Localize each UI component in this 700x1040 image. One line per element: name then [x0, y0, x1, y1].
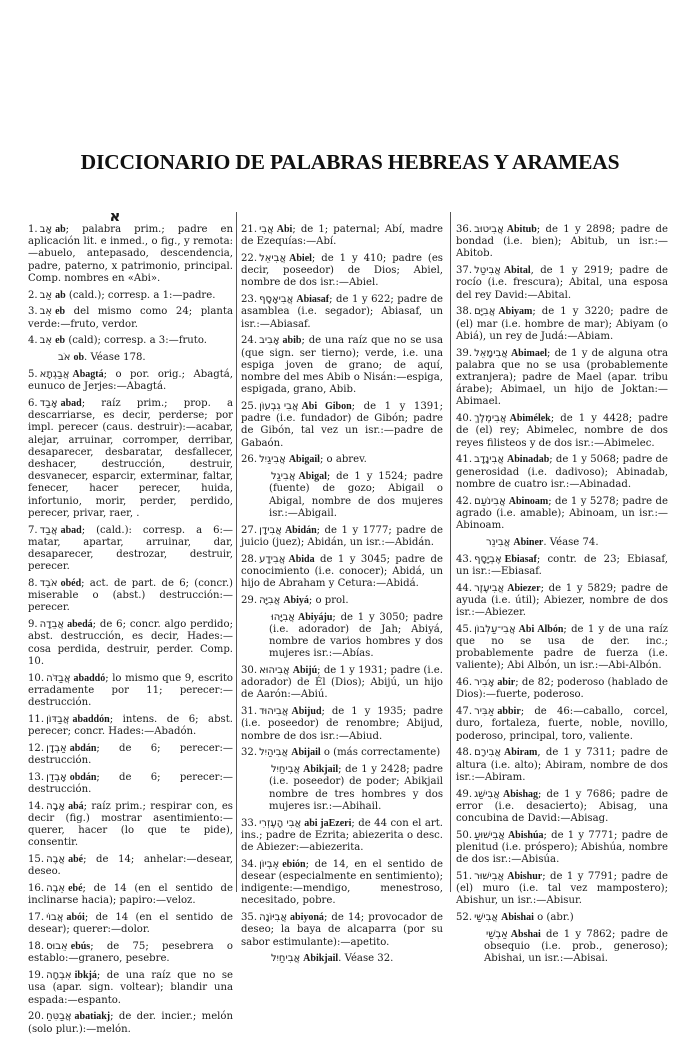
dictionary-entry	[28, 854, 233, 878]
entry-headword: Abijud	[291, 706, 322, 718]
entry-definition: ; de 1 y 1391; padre (i.e. fundador) de Gibón; padre de Gibón, tal vez un isr.:—padre de Gabaón.	[241, 401, 443, 449]
dictionary-entry	[241, 859, 443, 908]
dictionary-entry	[28, 224, 233, 285]
hebrew-word: אָבָה	[46, 800, 66, 812]
entry-definition: ; de 82; poderoso (hablado de Dios):—fuerte, poderoso.	[456, 677, 668, 701]
hebrew-word: אֲבוֹי	[46, 912, 64, 924]
section-letter-aleph: א	[109, 207, 121, 225]
entry-number: 17.	[28, 912, 45, 924]
entry-number: 21.	[241, 224, 258, 235]
entry-headword: Abikjail	[303, 764, 339, 776]
dictionary-entry	[456, 265, 668, 302]
hebrew-word: אֲבַדֹּה	[46, 672, 71, 684]
hebrew-word: אֲבַגְתָא	[39, 369, 70, 380]
entry-number: 14.	[28, 800, 45, 812]
entry-definition: ; de 1 y 410; padre (es decir, poseedor) de Dios; Abiel, nombre de dos isr.:—Abiel.	[241, 253, 443, 289]
dictionary-entry	[456, 789, 668, 826]
entry-headword: Abiel	[289, 253, 312, 264]
dictionary-entry	[28, 398, 233, 520]
entry-headword: ebé	[68, 883, 83, 895]
entry-headword: ab	[55, 224, 66, 235]
entry-number: 29.	[241, 594, 258, 606]
entry-number: 5.	[28, 369, 38, 380]
hebrew-word: אַבְדָן	[46, 742, 67, 754]
entry-headword: Abishai	[501, 912, 534, 924]
entry-headword: Abiyam	[498, 306, 533, 318]
hebrew-word: אָבִיב	[259, 335, 280, 347]
hebrew-word: אֵב	[39, 335, 53, 347]
entry-number: 47.	[456, 706, 473, 718]
entry-headword: ibkjá	[74, 970, 97, 982]
dictionary-entry	[456, 537, 668, 549]
entry-number: 31.	[241, 706, 258, 718]
dictionary-entry	[456, 871, 668, 908]
hebrew-word: אֲבִי הָעֶזְרִי	[259, 817, 302, 829]
entry-number: 2.	[28, 289, 38, 301]
entry-definition: ; de 1 y 3220; padre de (el) mar (i.e. hombre de mar); Abiyam (o Abiá), un rey de Judá:—Abiam.	[456, 306, 668, 342]
hebrew-word: אֲבִימֶלֶךְ	[474, 413, 507, 425]
entry-headword: Abishur	[507, 871, 543, 883]
hebrew-word: אַבִּיר	[474, 706, 495, 718]
entry-definition: . Véase 74.	[543, 536, 599, 548]
entry-headword: Abijú	[292, 665, 318, 677]
entry-number: 11.	[28, 713, 45, 725]
entry-headword: Abiner	[513, 536, 544, 548]
hebrew-word: אֲבִיהוּד	[259, 706, 289, 718]
entry-definition: de 1 y 7862; padre de obsequio (i.e. prob., generoso); Abishai, un isr.:—Abisai.	[484, 929, 668, 965]
entry-headword: abib	[282, 335, 302, 347]
entry-definition: o (abr.)	[533, 912, 574, 924]
entry-number: 49.	[456, 788, 473, 800]
hebrew-word: אֲבֵדָה	[39, 619, 65, 631]
entry-headword: ob	[73, 352, 85, 364]
entry-definition: ; de una raíz que no se usa (apar. sign. voltear); blandir una espada:—espanto.	[28, 970, 233, 1006]
entry-headword: Abikjail	[303, 953, 339, 965]
hebrew-word: אֲבַדּוֹן	[46, 713, 70, 725]
hebrew-word: אֲבִיטַל	[474, 265, 501, 277]
entry-headword: Abijail	[291, 747, 321, 759]
dictionary-entry	[241, 612, 443, 661]
entry-headword: Abigal	[298, 471, 327, 483]
hebrew-word: אֲבִישׁוּר	[474, 871, 505, 883]
hebrew-word: אֲבֶה	[46, 854, 66, 866]
hebrew-word: אֲבִיָּהוּ	[271, 611, 295, 623]
entry-headword: Ebiasaf	[504, 553, 537, 565]
entry-definition: ; de 1 y 7791; padre de (el) muro (i.e. tal vez mampostero); Abishur, un isr.:—Abisur.	[456, 871, 668, 907]
hebrew-word: אֲבִימָאֵל	[474, 347, 508, 359]
entry-definition: del mismo como 24; planta verde:—fruto, verdor.	[28, 306, 233, 330]
dictionary-entry	[456, 929, 668, 966]
entry-headword: obdán	[69, 771, 97, 783]
dictionary-entry	[28, 352, 233, 364]
entry-headword: abaddón	[72, 713, 110, 725]
entry-definition: ; de 1 y 1935; padre (i.e. poseedor) de renombre; Abijud, nombre de dos isr.:—Abiud.	[241, 706, 443, 742]
hebrew-word: אֲבִי־עַלְבוֹן	[474, 623, 516, 635]
entry-headword: Abimélek	[509, 413, 551, 425]
column-divider	[450, 212, 451, 892]
entry-headword: Abi Albón	[518, 623, 564, 635]
entry-headword: Abinadab	[507, 454, 550, 466]
dictionary-entry	[28, 714, 233, 738]
dictionary-entry	[456, 306, 668, 343]
entry-headword: Abiram	[504, 747, 538, 759]
entry-headword: Abitub	[506, 224, 537, 235]
hebrew-word: אֹב	[58, 352, 71, 364]
entry-number: 4.	[28, 335, 38, 347]
hebrew-word: אֲבִיגַיִל	[259, 454, 286, 466]
entry-headword: eb	[55, 335, 66, 347]
dictionary-entry	[241, 224, 443, 248]
dictionary-entry	[241, 764, 443, 813]
entry-definition: ; de 6; perecer:—destrucción.	[28, 742, 233, 767]
dictionary-entry	[241, 335, 443, 396]
dictionary-entry	[28, 1011, 233, 1035]
entry-headword: Abinoam	[508, 495, 549, 507]
entry-number: 19.	[28, 970, 45, 982]
entry-definition: ; de 1 y 622; padre de asamblea (i.e. segador); Abiasaf, un isr.:—Abiasaf.	[241, 294, 443, 330]
entry-number: 22.	[241, 253, 258, 264]
hebrew-word: אֲבִינָדָב	[474, 454, 505, 466]
dictionary-entry	[456, 624, 668, 673]
hebrew-word: אֲבַד	[39, 524, 58, 536]
entry-headword: eb	[55, 306, 66, 318]
dictionary-entry	[241, 706, 443, 743]
entry-definition: ; de 6; concr. algo perdido; abst. destrucción, es decir, Hades:—cosa perdida, destruir, perder. Comp. 10.	[28, 619, 233, 667]
entry-headword: Abigail	[288, 454, 320, 466]
entry-number: 3.	[28, 306, 38, 318]
entry-headword: abé	[68, 854, 84, 866]
entry-definition: (cald.); corresp. a 1:—padre.	[65, 289, 216, 301]
dictionary-entry	[28, 335, 233, 347]
entry-headword: abad	[60, 398, 82, 409]
hebrew-word: אֲבִינֹעַם	[474, 495, 506, 507]
hebrew-word: אֵב	[39, 306, 53, 318]
hebrew-word: אֲבִיגַל	[271, 471, 296, 483]
dictionary-entry	[241, 595, 443, 607]
entry-number: 6.	[28, 398, 38, 409]
entry-definition: ; de 46:—caballo, corcel, duro, fortaleza, fuerte, noble, novillo, poderoso, principal, toro, valiente.	[456, 706, 668, 742]
hebrew-word: אִבְחָה	[46, 970, 72, 982]
entry-definition: ; de 1 y 4428; padre de (el) rey; Abimelec, nombre de dos reyes filisteos y de dos isr.:—Abimelec.	[456, 413, 668, 449]
dictionary-entry	[456, 496, 668, 533]
entry-definition: ; de 44 con el art. ins.; padre de Ezrita; abiezerita o desc. de Abiezer:—abiezerita.	[241, 817, 443, 854]
dictionary-entry	[241, 525, 443, 549]
entry-definition: de 1 y 3045; padre de conocimiento (i.e. conocer); Abidá, un hijo de Abraham y Cetura:—Abidá.	[241, 553, 443, 590]
entry-definition: ; de 1 y 3050; padre (i.e. adorador) de Jah; Abiyá, nombre de varios hombres y dos mujeres isr.:—Abías.	[269, 611, 443, 660]
entry-headword: abaddó	[73, 672, 106, 684]
dictionary-entry	[28, 941, 233, 965]
dictionary-entry	[241, 454, 443, 466]
dictionary-entry	[456, 747, 668, 784]
entry-headword: Abishúa	[507, 829, 544, 841]
entry-number: 51.	[456, 871, 473, 883]
entry-definition: (cald); corresp. a 3:—fruto.	[65, 335, 207, 347]
entry-number: 36.	[456, 224, 473, 235]
hebrew-word: אֲבִיעֶזֶר	[474, 582, 505, 594]
hebrew-word: אֲבִיָּם	[474, 306, 496, 318]
hebrew-word: אֲבִידָע	[259, 553, 286, 565]
entry-definition: ; de 1 y de una raíz que no se usa de der. inc.; probablemente padre de fuerza (i.e. valiente); Abi Albón, un isr.:—Abi-Albón.	[456, 623, 668, 672]
dictionary-entry	[28, 970, 233, 1007]
entry-definition: ; de 14, en el sentido de desear (especialmente en sentimiento); indigente:—mendigo, menestroso, necesitado, pobre.	[241, 858, 443, 907]
dictionary-entry	[456, 224, 668, 261]
entry-number: 34.	[241, 858, 258, 870]
entry-definition: ; de 1 y 1777; padre de juicio (juez); Abidán, un isr.:—Abidán.	[241, 524, 443, 548]
entry-definition: ; de 1 y 2428; padre (i.e. poseedor) de poder; Abikjail nombre de tres hombres y dos mujeres isr.:—Abihail.	[269, 764, 443, 812]
entry-number: 8.	[28, 578, 38, 590]
entry-definition: ; intens. de 6; abst. perecer; concr. Hades:—Abadón.	[28, 713, 233, 738]
entry-number: 1.	[28, 224, 38, 235]
entry-definition: o (más correctamente)	[320, 747, 441, 759]
entry-number: 52.	[456, 912, 473, 924]
dictionary-entry	[28, 883, 233, 907]
dictionary-entry	[28, 290, 233, 302]
dictionary-entry	[28, 369, 233, 393]
page-title: DICCIONARIO DE PALABRAS HEBREAS Y ARAMEAS	[80, 150, 620, 174]
entry-headword: obéd	[60, 578, 82, 590]
dictionary-entry	[456, 830, 668, 867]
entry-headword: abatiakj	[74, 1011, 111, 1023]
dictionary-entry	[456, 677, 668, 701]
entry-number: 43.	[456, 553, 473, 565]
hebrew-word: אֵבֶה	[46, 883, 66, 895]
hebrew-word: אֲבִי גִבְעוֹן	[259, 401, 299, 413]
hebrew-word: אֶבְיָסָף	[474, 553, 502, 565]
hebrew-word: אָב	[39, 224, 53, 235]
hebrew-word: אַבְשַׁי	[486, 929, 508, 941]
hebrew-word: אֲבִישַׁג	[474, 788, 500, 800]
entry-number: 45.	[456, 623, 473, 635]
entry-definition: . Véase 32.	[338, 953, 394, 965]
dictionary-entry	[241, 253, 443, 290]
hebrew-word: אֲבִישׁוּעַ	[474, 829, 505, 841]
entry-definition: ; de 1 y 1524; padre (fuente) de gozo; Abigail o Abigal, nombre de dos mujeres isr.:—Abigail.	[269, 471, 443, 519]
entry-number: 44.	[456, 582, 473, 594]
hebrew-word: אֹבֵד	[39, 578, 58, 590]
entry-definition: ; raíz prim.; respirar con, es decir (fig.) mostrar asentimiento:—querer, hacer (lo que te pide), consentir.	[28, 800, 233, 849]
hebrew-word: אֲבִיחַיִל	[271, 764, 301, 776]
dictionary-column-2	[241, 224, 443, 970]
hebrew-word: אֲבַטִּחַ	[46, 1011, 72, 1023]
entry-number: 18.	[28, 941, 45, 953]
entry-number: 37.	[456, 265, 473, 277]
entry-number: 41.	[456, 454, 473, 466]
dictionary-entry	[456, 348, 668, 409]
entry-number: 10.	[28, 672, 45, 684]
dictionary-entry	[241, 665, 443, 702]
dictionary-entry	[28, 306, 233, 330]
dictionary-entry	[28, 801, 233, 850]
entry-definition: ; de 1 y de alguna otra palabra que no se usa (probablemente extranjera); padre de Mael (apar. tribu árabe); Abimael, un hijo de Joktan:—Abimael.	[456, 347, 668, 408]
entry-headword: abói	[66, 912, 85, 924]
hebrew-word: אֲבִיטוּב	[474, 224, 504, 235]
entry-number: 27.	[241, 524, 258, 536]
hebrew-word: אֲבִינֵר	[486, 536, 511, 548]
entry-headword: Abi Gibon	[301, 401, 352, 413]
entry-headword: Abshai	[510, 929, 541, 941]
dictionary-entry	[241, 818, 443, 855]
dictionary-entry	[28, 578, 233, 615]
dictionary-entry	[28, 619, 233, 668]
entry-definition: ; de 14; anhelar:—desear, deseo.	[28, 854, 233, 878]
entry-number: 13.	[28, 771, 45, 783]
entry-headword: Abiyá	[283, 594, 309, 606]
entry-headword: abiyoná	[290, 912, 324, 924]
dictionary-entry	[241, 401, 443, 450]
entry-definition: . Véase 178.	[84, 352, 146, 364]
entry-definition: ; de 1; paternal; Abí, madre de Ezequías:—Abí.	[241, 224, 443, 248]
entry-definition: ; lo mismo que 9, escrito erradamente por 11; perecer:—destrucción.	[28, 672, 233, 709]
dictionary-column-1	[28, 224, 233, 1040]
entry-number: 16.	[28, 883, 45, 895]
entry-definition: ; de 14 (en el sentido de inclinarse hacia); papiro:—veloz.	[28, 883, 233, 907]
hebrew-word: אֶבְיוֹן	[259, 858, 280, 870]
hebrew-word: אֲבִישַׁי	[474, 912, 499, 924]
hebrew-word: אֲבִיהַיִל	[259, 747, 289, 759]
entry-headword: ebús	[70, 941, 91, 953]
hebrew-word: אֲבִי	[259, 224, 274, 235]
hebrew-word: אַב	[39, 289, 53, 301]
dictionary-entry	[241, 471, 443, 520]
entry-definition: ; de una raíz que no se usa (que sign. ser tierno); verde, i.e. una espiga joven de grano; de aquí, nombre del mes Abib o Nisán:—espiga, espigada, grano, Abib.	[241, 335, 443, 396]
entry-definition: ; de 6; perecer:—destrucción.	[28, 771, 233, 796]
entry-number: 50.	[456, 829, 473, 841]
entry-definition: ; (cald.): corresp. a 6:—matar, apartar, arruinar, dar, desaparecer, destrozar, destruir, perecer.	[28, 524, 233, 573]
entry-headword: Abiyáju	[297, 611, 333, 623]
entry-definition: ; de 1 y 1931; padre (i.e. adorador) de Él (Dios); Abijú, un hijo de Aarón:—Abiú.	[241, 665, 443, 701]
entry-headword: Abiezer	[507, 582, 541, 594]
entry-definition: ; de 1 y 7686; padre de error (i.e. desacierto); Abisag, una concubina de David:—Abisag.	[456, 788, 668, 825]
entry-definition: ; de 1 y 7771; padre de plenitud (i.e. próspero); Abishúa, nombre de dos isr.:—Abisúa.	[456, 829, 668, 866]
entry-number: 38.	[456, 306, 473, 318]
entry-definition: ; o abrev.	[319, 454, 367, 466]
entry-number: 24.	[241, 335, 258, 347]
column-divider	[236, 212, 237, 892]
entry-number: 32.	[241, 747, 258, 759]
entry-headword: abdán	[69, 742, 97, 754]
hebrew-word: אָבִיר	[474, 677, 495, 689]
entry-headword: abi jaEzeri	[304, 817, 352, 829]
entry-number: 15.	[28, 854, 45, 866]
entry-number: 48.	[456, 747, 473, 759]
entry-number: 20.	[28, 1011, 45, 1023]
entry-headword: abedá	[67, 619, 93, 631]
entry-headword: abir	[497, 677, 516, 689]
entry-number: 40.	[456, 413, 473, 425]
entry-number: 39.	[456, 347, 473, 359]
dictionary-entry	[456, 554, 668, 578]
dictionary-entry	[241, 953, 443, 965]
entry-definition: ; de 75; pesebrera o establo:—granero, pesebre.	[28, 941, 233, 965]
dictionary-entry	[456, 454, 668, 491]
hebrew-word: אֲבִיאָסָף	[259, 294, 294, 306]
hebrew-word: אֲבִיאֵל	[259, 253, 287, 264]
entry-headword: Abital	[503, 265, 531, 277]
entry-headword: Abagtá	[72, 369, 104, 380]
entry-definition: ; de 1 y 5278; padre de agrado (i.e. amable); Abinoam, un isr.:—Abinoam.	[456, 495, 668, 532]
entry-number: 35.	[241, 912, 258, 924]
hebrew-word: אֲבִירָם	[474, 747, 502, 759]
entry-number: 23.	[241, 294, 258, 306]
entry-definition: ; de 1 y 5068; padre de generosidad (i.e. dadivoso); Abinadab, nombre de cuatro isr.:—Abinadad.	[456, 454, 668, 490]
dictionary-entry	[28, 912, 233, 936]
hebrew-word: אֲבִיהוּא	[259, 665, 290, 677]
entry-definition: ; o por. orig.; Abagtá, eunuco de Jerjes:—Abagtá.	[28, 369, 233, 393]
entry-headword: Abimael	[510, 347, 548, 359]
entry-definition: ; de 1 y 2898; padre de bondad (i.e. bien); Abitub, un isr.:—Abitob.	[456, 224, 668, 260]
dictionary-entry	[456, 706, 668, 743]
dictionary-entry	[241, 912, 443, 949]
dictionary-column-3	[456, 224, 668, 970]
dictionary-entry	[456, 912, 668, 924]
entry-definition: ; de 14 (en el sentido de desear); querer:—dolor.	[28, 912, 233, 936]
hebrew-word: אָבְדַן	[46, 771, 67, 783]
hebrew-word: אֲבִיּוֹנָה	[259, 912, 288, 924]
entry-headword: abad	[60, 524, 82, 536]
entry-definition: ; de 1 y 5829; padre de ayuda (i.e. útil); Abiezer, nombre de dos isr.:—Abiezer.	[456, 582, 668, 619]
dictionary-entry	[241, 747, 443, 759]
entry-number: 30.	[241, 665, 258, 677]
entry-definition: ; de der. incier.; melón (solo plur.):—melón.	[28, 1011, 233, 1035]
entry-headword: Abishag	[502, 788, 538, 800]
dictionary-entry	[456, 583, 668, 620]
dictionary-entry	[28, 772, 233, 796]
dictionary-entry	[28, 673, 233, 710]
entry-headword: Abi	[276, 224, 293, 235]
entry-definition: ; palabra prim.; padre en aplicación lit. e inmed., o fig., y remota:—abuelo, antepasado, descendencia, padre, paterno, x patrimonio, principal. Comp. nombres en «Abi».	[28, 224, 233, 284]
dictionary-entry	[241, 554, 443, 591]
hebrew-word: אֲבִיחַיִל	[271, 953, 301, 965]
dictionary-entry	[28, 525, 233, 574]
entry-number: 42.	[456, 495, 473, 507]
entry-definition: ; act. de part. de 6; (concr.) miserable o (abst.) destrucción:—perecer.	[28, 578, 233, 614]
entry-definition: , de 1 y 2919; padre de rocío (i.e. frescura); Abital, una esposa del rey David:—Abital.	[456, 265, 668, 301]
dictionary-entry	[28, 743, 233, 767]
hebrew-word: אֵבוּס	[46, 941, 68, 953]
entry-headword: Abiasaf	[296, 294, 330, 306]
hebrew-word: אֲבִידָן	[259, 524, 282, 536]
entry-headword: ab	[55, 289, 66, 301]
entry-definition: ; o prol.	[308, 594, 349, 606]
entry-number: 25.	[241, 401, 258, 413]
entry-headword: ebión	[282, 858, 306, 870]
entry-definition: ; raíz prim.; prop. a descarriarse, es decir, perderse; por impl. perecer (caus. destruir):—acabar, alejar, arruinar, corromper, derribar, desaparecer, desbaratar, desfallecer, deshacer, destrucción, destruir, desvanecer, esparcir, exterminar, faltar, fenecer, hacer perecer, huida, infortunio, morir, perder, perdido, perecer, privar, raer, .	[28, 398, 233, 519]
entry-headword: Abida	[288, 553, 315, 565]
entry-headword: abá	[68, 800, 84, 812]
entry-definition: , de 1 y 7311; padre de altura (i.e. alto); Abiram, nombre de dos isr.:—Abiram.	[456, 747, 668, 783]
hebrew-word: אָבַד	[39, 398, 58, 409]
hebrew-word: אֲבִיָּה	[259, 594, 281, 606]
entry-number: 7.	[28, 524, 38, 536]
entry-headword: Abidán	[284, 524, 317, 536]
entry-headword: abbir	[497, 706, 521, 718]
entry-number: 9.	[28, 619, 38, 631]
entry-number: 12.	[28, 742, 45, 754]
dictionary-entry	[456, 413, 668, 450]
entry-number: 26.	[241, 454, 258, 466]
entry-definition: ; de 14; provocador de deseo; la baya de alcaparra (por su sabor estimulante):—apetito.	[241, 912, 443, 948]
entry-definition: ; contr. de 23; Ebiasaf, un isr.:—Ebiasaf.	[456, 553, 668, 577]
entry-number: 33.	[241, 817, 258, 829]
dictionary-entry	[241, 294, 443, 331]
entry-number: 46.	[456, 677, 473, 689]
entry-number: 28.	[241, 553, 258, 565]
